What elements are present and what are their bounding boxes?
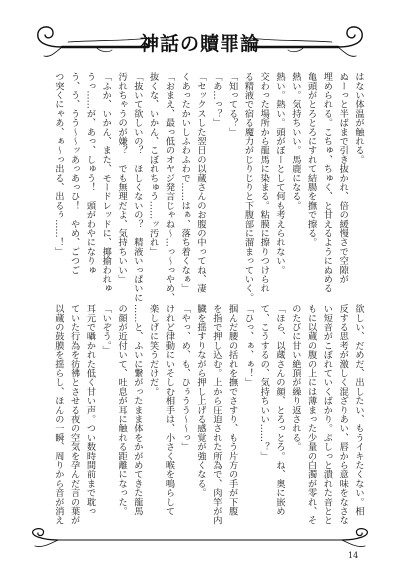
text-column: 「抜いて欲しいの？ ほしくないの？ 精液いっぱいに xyxy=(131,72,143,302)
text-column: のたびに甘い絶頂が繰り返される。 xyxy=(289,304,301,452)
page-title: 神話の贖罪論 xyxy=(139,33,260,55)
footer-ornament-right xyxy=(200,529,367,547)
text-column: る精液で宿る魔力がじりじりと下腹部に溜まっていく。 xyxy=(242,72,254,302)
text-column: うっ……が、あっ、しゅう！ 頭がわやになりゅ xyxy=(84,72,96,275)
footer-ornament xyxy=(0,526,400,554)
footer-ornament-left xyxy=(33,529,200,547)
text-column: 臓を揺すりながら押し上げる感覚が強くなる。 xyxy=(195,304,207,498)
text-column: う、う、うう〜〜ッあっあっひ！ やめ、ごつご xyxy=(68,72,80,275)
text-column: もに以蔵の腹の上には薄まった少量の白濁が零れ、そ xyxy=(305,304,317,525)
text-column: 「おまえ、最っ低のオヤジ発言じゃね〜…っ〜っやめ、 xyxy=(163,72,175,302)
text-column: 楽しげに笑うだけだ。 xyxy=(147,304,159,396)
text-column: ……と、ふいに繋がったまま体をかがめてきた龍馬 xyxy=(131,304,143,516)
text-column: ていた行為を彷彿とさせる夜の空気を孕んだ言の葉が xyxy=(68,304,80,525)
text-column: 「あ…っ？」 xyxy=(210,72,222,128)
text-column: い短音がこぼれていくばかり。ぷしっと潰れた音とと xyxy=(321,304,333,525)
text-column: 以蔵の鼓膜を揺らし、ほんの一瞬、周りから音が消え xyxy=(52,304,64,525)
text-column: けれど律動にいそしむ相手は、小さく喉を鳴らして xyxy=(163,304,175,516)
text-column: 「やっ、め、も、ひぅうう〜〜っ」 xyxy=(179,304,191,452)
text-column: 耳元で囁かれた低く甘い声。つい数時間前まで耽っ xyxy=(84,304,96,516)
text-column: を指で押し込む。上から圧迫された所為で、肉竿が内 xyxy=(210,304,222,525)
text-column: はない体温が触れる。 xyxy=(353,72,364,164)
text-column: ぬーっと半ばまで引き抜かれ、倍の緩慢さで空隙が xyxy=(337,72,349,284)
lower-text-block xyxy=(50,304,366,526)
text-column: て、こうするの、気持ちいい……？」 xyxy=(258,304,270,461)
text-column: 抜くな、いかん、こぼれちゅう……ッ汚れ」 xyxy=(147,72,159,256)
text-column: 「知ってる？」 xyxy=(226,72,238,137)
text-column: 「ほら、以蔵さんの顔、とろっとろ。ね、奥に嵌め xyxy=(274,304,286,516)
text-column: 「ふか、いかん、また、モードレッドに、揶揄われゅ xyxy=(100,72,112,293)
text-column: 掴んだ腰の括れを撫でさすり、もう片方の手が下腹 xyxy=(226,304,238,516)
text-column: 「セックスした翌日の以蔵さんのお腹の中ってね、凄 xyxy=(195,72,207,293)
text-column: 埋められる。こちゅ、ちゅく、と甘えるようにぬめる xyxy=(321,72,333,293)
upper-text-block xyxy=(50,72,366,302)
text-column: 熱い。気持ちいい。馬鹿になる。 xyxy=(289,72,301,210)
text-column: 欲しい、だめだ、出したい、もうイキたくない。相 xyxy=(353,304,364,516)
text-column: 「ひっ、ぁ、ぁ！」 xyxy=(242,304,254,387)
text-column: 汚れちゃうのが嫌？ でも無理だよ、気持ちいい」 xyxy=(116,72,128,284)
text-column: つ突くにゃあ、ぁ〜っ出る、出るぅ……！」 xyxy=(52,72,64,256)
text-column: 「いぞう。」 xyxy=(100,304,112,355)
text-column: の顔が近付いて、吐息が耳に触れる距離になった。 xyxy=(116,304,128,516)
text-column: くあったかいしふわふわで……はぁ、落ち着くなぁ」 xyxy=(179,72,191,293)
text-column: 交わった場所から龍馬に染まる。粘膜に擦りつけられ xyxy=(258,72,270,293)
text-column: 亀頭がとろとろにすれて結腸を撫で擦る。 xyxy=(305,72,317,247)
text-column: 熱い。熱い。頭がぼーとして何も考えられない。 xyxy=(274,72,286,275)
page-number: 14 xyxy=(348,551,359,560)
text-column: 反する思考が激しく混ざりあい、唇から意味をなさな xyxy=(337,304,349,525)
